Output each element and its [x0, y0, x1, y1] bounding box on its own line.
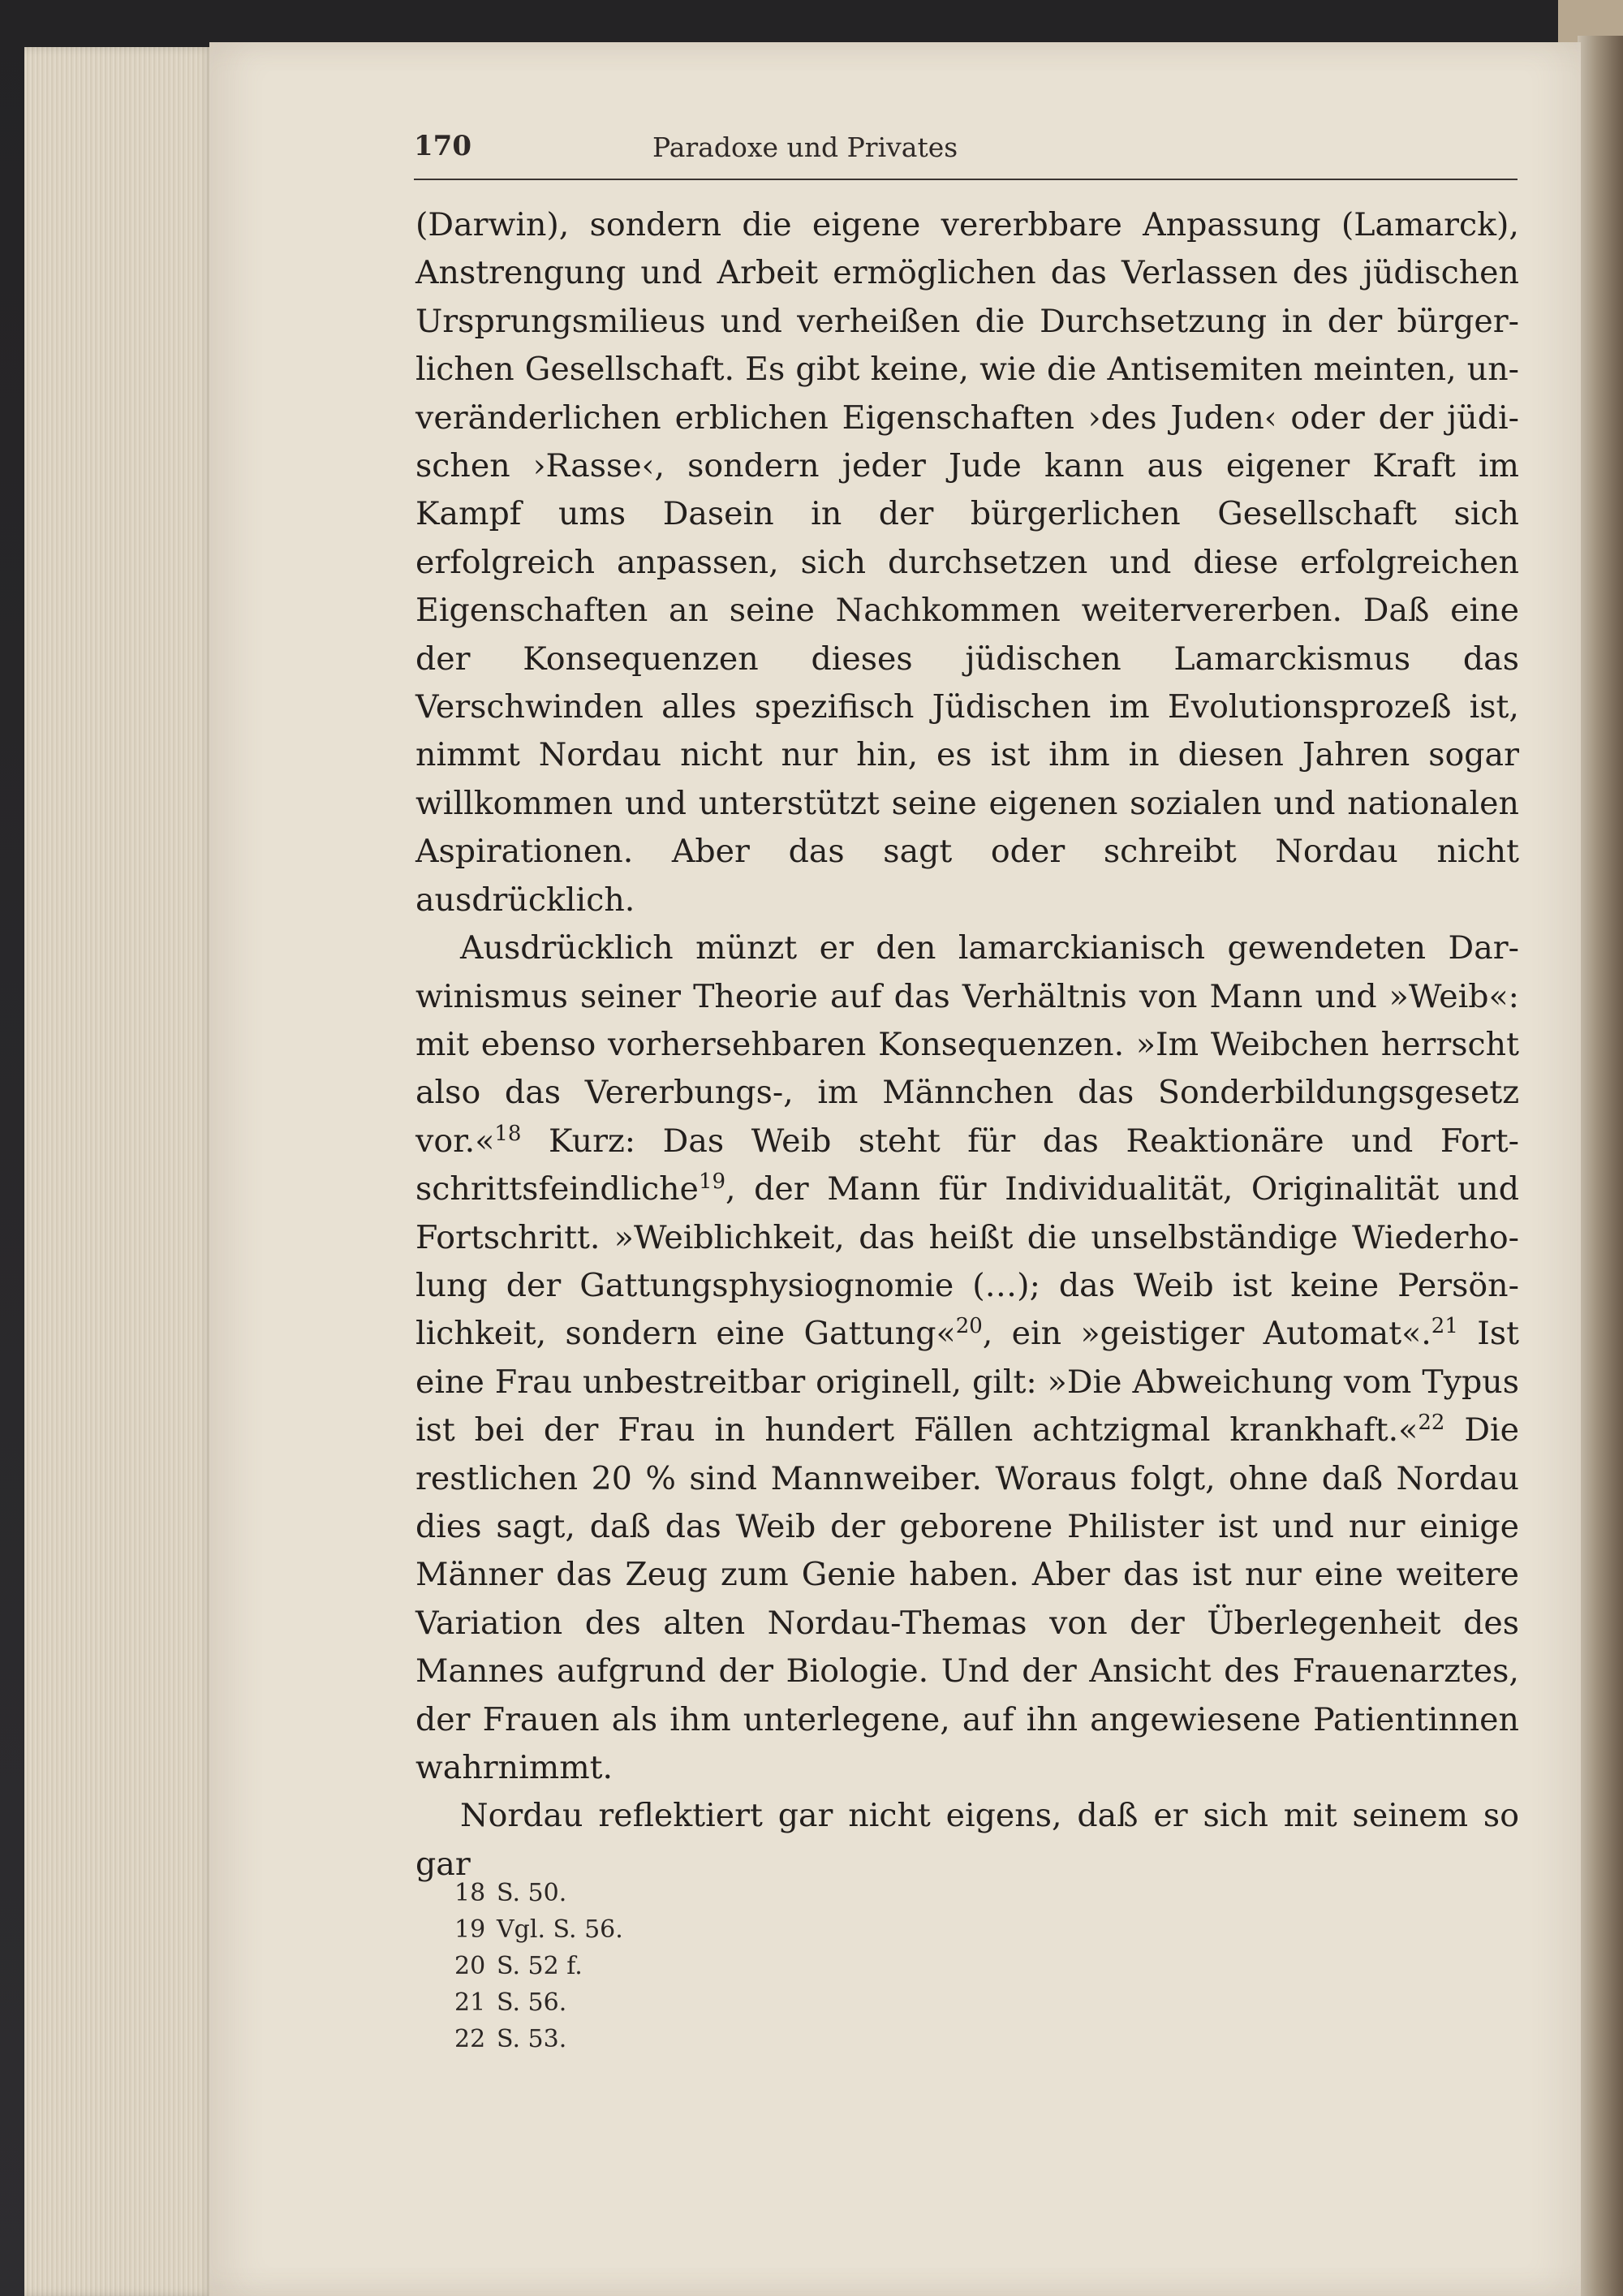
- footnote-text: S. 56.: [497, 1988, 567, 2017]
- footnote-ref: 22: [1418, 1411, 1445, 1436]
- footnote: [454, 1984, 941, 2021]
- footnote-text: S. 52 f.: [497, 1952, 583, 1980]
- paragraph-text: Kurz: Das Weib steht für das Reaktionäre und Fortschrittsfeindliche: [415, 1122, 1519, 1208]
- footnote: [454, 1948, 941, 1984]
- footnote-ref: 21: [1431, 1314, 1458, 1339]
- paragraph-text: , ein »geistiger Automat«.: [982, 1315, 1431, 1353]
- footnotes: [454, 1875, 941, 2057]
- footnote: [454, 1911, 941, 1948]
- paragraph-text: Ist eine Frau unbestreitbar originell, gilt: »Die Abweichung vom Typus ist bei der Frau in hundert Fällen achtzigmal krankhaft.«: [415, 1315, 1519, 1450]
- page-edge-stack: [24, 47, 215, 2296]
- footnote-ref: 18: [494, 1121, 522, 1146]
- footnote-text: S. 53.: [497, 2025, 567, 2053]
- page-number: 170: [414, 130, 471, 162]
- body-text: [415, 201, 1519, 1889]
- book-spine-edge: [1578, 36, 1623, 2296]
- running-head: Paradoxe und Privates: [652, 131, 958, 163]
- paragraph-text: (Darwin), sondern die eigene vererbbare Anpassung (Lamarck), Anstrengung und Arbeit ermöglichen das Verlassen des jüdischen Ursprungsmilieus und verheißen die Durchsetzung in der bürgerlichen Gesellschaft. Es gibt keine, wie die Antisemiten meinten, unveränderlichen erblichen Eigenschaften ›des Juden‹ oder der jüdischen ›Rasse‹, sondern jeder Jude kann aus eigener Kraft im Kampf ums Dasein in der bürgerlichen Gesellschaft sich erfolgreich anpassen, sich durchsetzen und diese erfolgreichen Eigenschaften an seine Nachkommen weitervererben. Daß eine der Konsequenzen dieses jüdischen Lamarckismus das Verschwinden alles spezifisch Jüdischen im Evolutionsprozeß ist, nimmt Nordau nicht nur hin, es ist ihm in diesen Jahren sogar willkommen und unterstützt seine eigenen sozialen und nationalen Aspirationen. Aber das sagt oder schreibt Nordau nicht ausdrücklich.: [415, 206, 1519, 919]
- paragraph-text: Die restlichen 20 % sind Mannweiber. Woraus folgt, ohne daß Nordau dies sagt, daß das Weib der geborene Philister ist und nur einige Männer das Zeug zum Genie haben. Aber das ist nur eine weitere Variation des alten Nordau-Themas von der Überlegenheit des Mannes aufgrund der Biologie. Und der Ansicht des Frauenarztes, der Frauen als ihm unterlegene, auf ihn angewiesene Patientinnen wahrnimmt.: [415, 1411, 1520, 1786]
- footnote-ref: 19: [698, 1170, 726, 1195]
- footnote-number: 19: [454, 1915, 486, 1944]
- footnote: [454, 1875, 941, 1911]
- paragraph-text: Ausdrücklich münzt er den lamarckianisch gewendeten Darwinismus seiner Theorie auf das Verhältnis von Mann und »Weib«: mit ebenso vorhersehbaren Konsequenzen. »Im Weibchen herrscht also das Vererbungs-, im Männchen das Sonderbildungsgesetz vor.«: [415, 929, 1519, 1160]
- paragraph-1: [415, 201, 1519, 924]
- footnote-ref: 20: [955, 1314, 983, 1339]
- footnote-text: S. 50.: [497, 1879, 567, 1907]
- footnote-number: 22: [454, 2025, 486, 2053]
- page-header: [414, 130, 1518, 180]
- footnote-number: 20: [454, 1952, 486, 1980]
- paragraph-text: Nordau reflektiert gar nicht eigens, daß er sich mit seinem so gar: [415, 1797, 1519, 1883]
- paragraph-2: [415, 924, 1519, 1792]
- footnote-number: 21: [454, 1988, 486, 2017]
- footnote-text: Vgl. S. 56.: [497, 1915, 623, 1944]
- paragraph-text: , der Mann für Individualität, Originalität und Fortschritt. »Weiblichkeit, das heißt die unselbständige Wiederholung der Gattungsphysiognomie (…); das Weib ist keine Persönlichkeit, sondern eine Gattung«: [415, 1170, 1519, 1353]
- footnote-number: 18: [454, 1879, 486, 1907]
- footnote: [454, 2021, 941, 2057]
